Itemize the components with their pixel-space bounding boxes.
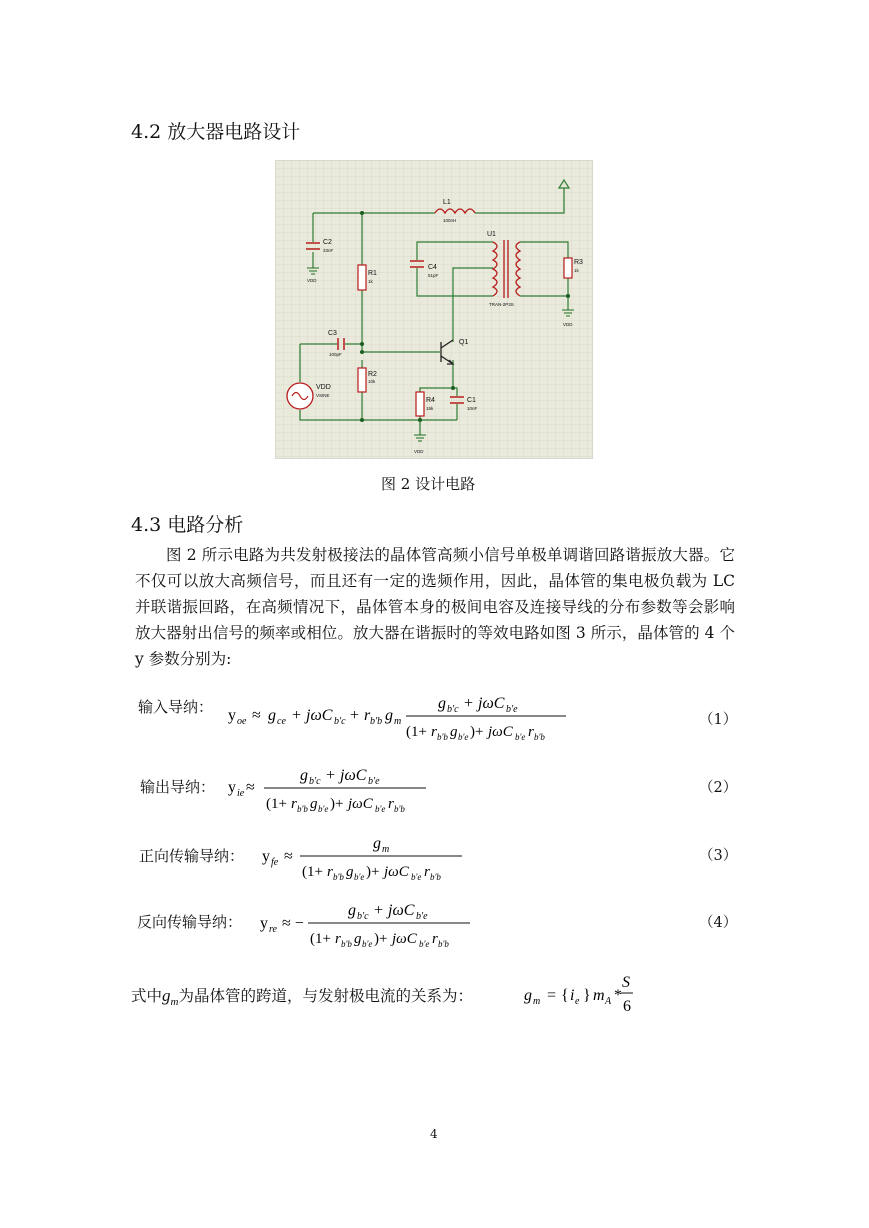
svg-text:=: = — [547, 987, 557, 1004]
resistor-r1 — [358, 265, 366, 290]
label-source-value: VSINE — [316, 393, 330, 398]
label-c1: C1 — [467, 397, 476, 404]
svg-text:r: r — [327, 864, 333, 880]
svg-text:*: * — [614, 987, 622, 1004]
transconductance-formula — [522, 968, 642, 1016]
svg-text:y: y — [228, 779, 236, 796]
svg-text:b'c: b'c — [357, 911, 369, 922]
svg-text:(1+: (1+ — [406, 724, 427, 740]
svg-text:≈: ≈ — [246, 779, 255, 796]
section-heading-4-2: 4.2 放大器电路设计 — [131, 121, 301, 143]
equation-3-label: 正向传输导纳： — [139, 847, 245, 865]
label-u1-value: TRAN-2P3S — [489, 302, 514, 307]
label-vdd-3: VDD — [414, 449, 424, 454]
svg-text:b'e: b'e — [354, 872, 365, 882]
resistor-r3 — [564, 258, 572, 278]
svg-text:jωC: jωC — [488, 724, 513, 740]
label-r4: R4 — [426, 397, 435, 404]
equation-4 — [137, 911, 242, 932]
svg-text:r: r — [528, 724, 534, 740]
svg-text:jωC: jωC — [306, 707, 333, 724]
svg-text:S: S — [622, 974, 630, 991]
svg-text:y: y — [228, 707, 236, 724]
svg-text:b'b: b'b — [534, 732, 545, 742]
label-l1-value: 100nH — [443, 218, 457, 223]
svg-text:g: g — [268, 707, 276, 724]
svg-text:i: i — [570, 987, 575, 1004]
analysis-paragraph — [135, 542, 735, 672]
svg-text:b'e: b'e — [419, 939, 430, 949]
svg-text:)+: )+ — [470, 724, 484, 740]
svg-text:g: g — [300, 767, 308, 784]
svg-text:ie: ie — [237, 788, 245, 799]
svg-text:r: r — [432, 931, 438, 947]
svg-text:r: r — [431, 724, 437, 740]
svg-text:{: { — [561, 987, 569, 1004]
svg-text:g: g — [450, 724, 458, 740]
svg-text:g: g — [385, 707, 393, 724]
label-c4: C4 — [428, 264, 437, 271]
label-r3-value: 1k — [574, 268, 579, 273]
svg-text:A: A — [605, 996, 612, 1007]
equation-4-number: （4） — [699, 915, 738, 931]
label-r4-value: 15k — [426, 406, 434, 411]
svg-text:jωC: jωC — [348, 796, 373, 812]
svg-text:+: + — [350, 707, 360, 724]
equation-2 — [140, 776, 215, 797]
label-r3: R3 — [574, 259, 583, 266]
svg-text:b'e: b'e — [362, 939, 373, 949]
svg-text:b'b: b'b — [394, 804, 405, 814]
svg-text:g: g — [438, 695, 446, 712]
line-prefix: 式中 — [131, 987, 163, 1005]
svg-text:jωC: jωC — [392, 931, 417, 947]
equation-2-formula — [228, 762, 438, 818]
svg-text:re: re — [269, 924, 277, 935]
transconductance-line: 式中$g_m$为晶体管的跨道，与发射极电流的关系为： — [131, 986, 473, 1008]
svg-text:r: r — [424, 864, 430, 880]
svg-text:b'e: b'e — [411, 872, 422, 882]
svg-text:b'e: b'e — [506, 704, 518, 715]
svg-text:)+: )+ — [330, 796, 344, 812]
svg-text:)+: )+ — [374, 931, 388, 947]
svg-text:b'c: b'c — [447, 704, 459, 715]
label-vdd-2: VDD — [563, 322, 573, 327]
svg-text:b'e: b'e — [368, 776, 380, 787]
equation-1-formula — [228, 690, 573, 746]
svg-text:m: m — [593, 987, 605, 1004]
svg-text:b'e: b'e — [375, 804, 386, 814]
svg-text:6: 6 — [623, 998, 631, 1015]
svg-text:g: g — [354, 931, 362, 947]
resistor-r2 — [358, 368, 366, 392]
svg-text:r: r — [388, 796, 394, 812]
svg-text:≈: ≈ — [252, 707, 261, 724]
svg-text:jωC: jωC — [384, 864, 409, 880]
svg-text:g: g — [373, 835, 381, 852]
equation-3 — [139, 845, 244, 866]
svg-text:b'b: b'b — [438, 939, 449, 949]
svg-text:(1+: (1+ — [302, 864, 323, 880]
svg-text:(1+: (1+ — [310, 931, 331, 947]
label-r2-value: 10k — [368, 379, 376, 384]
label-r2: R2 — [368, 371, 377, 378]
svg-text:b'e: b'e — [318, 804, 329, 814]
svg-text:b'e: b'e — [458, 732, 469, 742]
label-vdd-1: VDD — [307, 278, 317, 283]
svg-text:y: y — [262, 848, 270, 865]
svg-text:+: + — [326, 767, 336, 784]
svg-text:r: r — [335, 931, 341, 947]
label-r1: R1 — [368, 270, 377, 277]
svg-text:jωC: jωC — [388, 902, 415, 919]
svg-text:b'e: b'e — [515, 732, 526, 742]
equation-4-formula — [260, 897, 480, 953]
svg-text:g: g — [524, 987, 532, 1004]
circuit-schematic-figure — [275, 160, 593, 459]
paragraph-text: 图 2 所示电路为共发射极接法的晶体管高频小信号单极单调谐回路谐振放大器。它不仅可以放大高频信号，而且还有一定的选频作用，因此，晶体管的集电极负载为 LC 并联谐振回路，在高频情况下，晶体管本身的极间电容及连接导线的分布参数等会影响放大器射出信号的频率或相位。放大器在谐振时的等效电路如图 3 所示，晶体管的 4 个 y 参数分别为: — [135, 546, 735, 668]
svg-text:+: + — [292, 707, 302, 724]
line-middle: 为晶体管的跨道，与发射极电流的关系为： — [178, 987, 473, 1005]
svg-text:m: m — [533, 996, 541, 1007]
svg-text:oe: oe — [237, 716, 247, 727]
label-c3: C3 — [328, 330, 337, 337]
equation-2-label: 输出导纳： — [140, 778, 216, 796]
label-c4-value: 51pF — [428, 273, 439, 278]
resistor-r4 — [416, 392, 424, 416]
svg-text:e: e — [575, 996, 580, 1007]
equation-2-number: （2） — [699, 780, 738, 796]
page-number: 4 — [430, 1127, 438, 1141]
svg-text:)+: )+ — [366, 864, 380, 880]
svg-text:}: } — [583, 987, 591, 1004]
svg-text:fe: fe — [271, 857, 279, 868]
section-heading-4-3: 4.3 电路分析 — [131, 514, 244, 536]
svg-text:g: g — [346, 864, 354, 880]
equation-3-number: （3） — [699, 848, 738, 864]
svg-text:b'b: b'b — [437, 732, 448, 742]
label-c2-value: 33nF — [323, 248, 334, 253]
svg-text:+: + — [374, 902, 384, 919]
svg-text:r: r — [364, 707, 371, 724]
svg-text:b'b: b'b — [430, 872, 441, 882]
figure-caption: 图 2 设计电路 — [381, 475, 476, 493]
svg-text:jωC: jωC — [340, 767, 367, 784]
svg-text:+: + — [464, 695, 474, 712]
svg-text:y: y — [260, 915, 268, 932]
svg-text:r: r — [291, 796, 297, 812]
svg-text:(1+: (1+ — [266, 796, 287, 812]
svg-text:g: g — [348, 902, 356, 919]
svg-text:m: m — [382, 844, 390, 855]
label-q1: Q1 — [459, 339, 469, 346]
svg-text:b'c: b'c — [309, 776, 321, 787]
svg-text:b'e: b'e — [416, 911, 428, 922]
svg-text:b'b: b'b — [333, 872, 344, 882]
equation-1-label: 输入导纳： — [138, 698, 214, 716]
label-c3-value: 100pF — [329, 352, 342, 357]
svg-text:ce: ce — [277, 716, 286, 727]
svg-text:b'b: b'b — [297, 804, 308, 814]
equation-1 — [138, 696, 213, 717]
svg-text:g: g — [310, 796, 318, 812]
svg-text:b'b: b'b — [370, 716, 383, 727]
label-l1: L1 — [443, 199, 451, 206]
label-r1-value: 1k — [368, 279, 373, 284]
svg-text:m: m — [394, 716, 402, 727]
equation-4-label: 反向传输导纳： — [137, 913, 243, 931]
label-source: VDD — [316, 384, 331, 391]
svg-text:≈: ≈ — [284, 848, 293, 865]
equation-1-number: （1） — [699, 712, 738, 728]
label-c2: C2 — [323, 239, 332, 246]
label-u1: U1 — [487, 231, 496, 238]
equation-3-formula — [262, 830, 472, 886]
svg-text:b'b: b'b — [341, 939, 352, 949]
label-c1-value: 10nF — [467, 406, 478, 411]
svg-text:jωC: jωC — [478, 695, 505, 712]
svg-text:≈ −: ≈ − — [282, 915, 304, 932]
svg-text:b'c: b'c — [334, 716, 346, 727]
